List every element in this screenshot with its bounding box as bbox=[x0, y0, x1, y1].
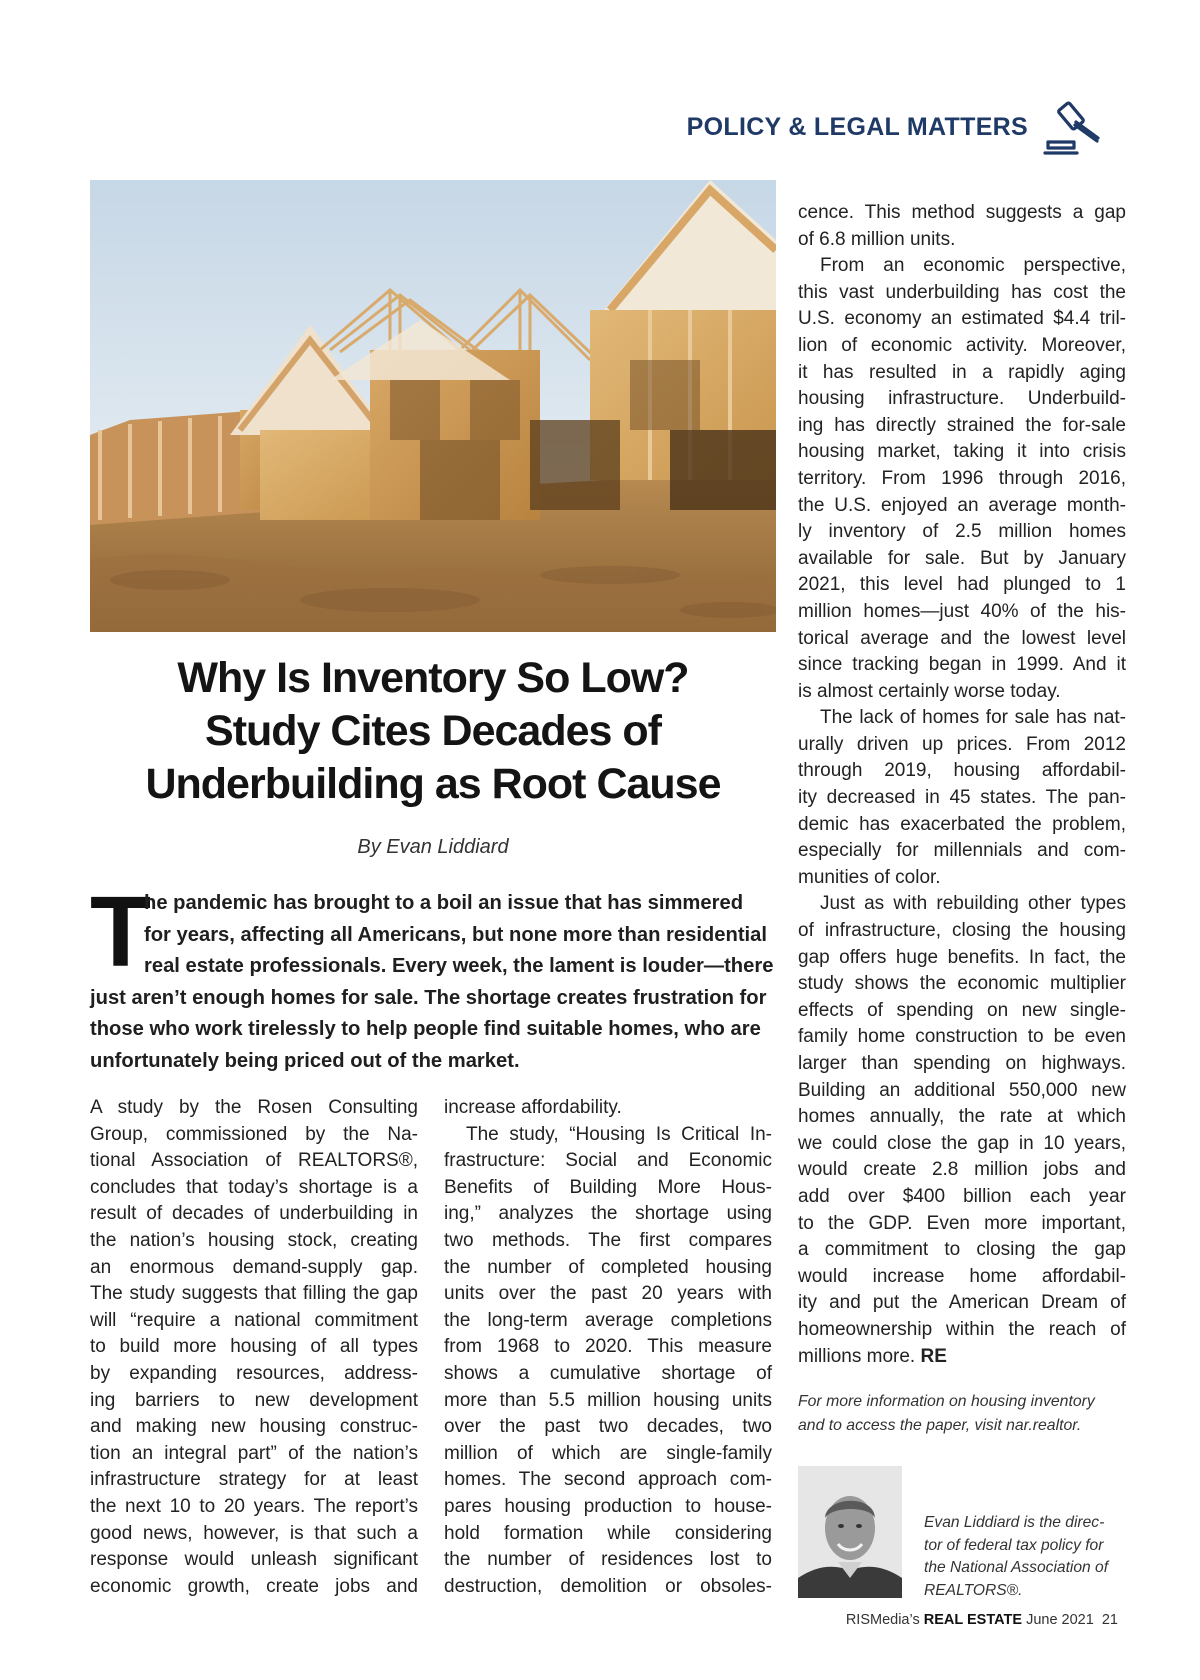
body-line: hold formation while considering bbox=[444, 1522, 772, 1544]
body-line: ing barriers to new development bbox=[90, 1389, 418, 1411]
body-line: response would unleash significant bbox=[90, 1549, 418, 1571]
body-column-1 bbox=[90, 1095, 418, 1600]
headline-line-3: Underbuilding as Root Cause bbox=[145, 760, 721, 808]
body-line: ity and put the American Dream of bbox=[798, 1292, 1126, 1314]
body-line: tional Association of REALTORS®, bbox=[90, 1150, 418, 1172]
body-line: of 6.8 million units. bbox=[798, 228, 956, 250]
body-line: concludes that today’s shortage is a bbox=[90, 1176, 418, 1198]
body-line: the long-term average completions bbox=[444, 1309, 772, 1331]
magazine-name: REAL ESTATE bbox=[923, 1612, 1023, 1628]
body-line: will “require a national commitment bbox=[90, 1309, 418, 1331]
lede-paragraph bbox=[90, 876, 776, 1077]
bio-line: Evan Liddiard is the direc- bbox=[924, 1514, 1105, 1531]
body-line: we could close the gap in 10 years, bbox=[798, 1132, 1126, 1154]
body-line: result of decades of underbuilding in bbox=[90, 1203, 418, 1225]
body-line: available for sale. But by January bbox=[798, 547, 1126, 569]
drop-cap: T bbox=[90, 876, 152, 988]
body-line: the number of completed housing bbox=[444, 1256, 772, 1278]
body-line: homes. The second approach com- bbox=[444, 1469, 772, 1491]
body-line: Benefits of Building More Hous- bbox=[444, 1176, 772, 1198]
body-line: A study by the Rosen Consulting bbox=[90, 1097, 418, 1118]
house-construction-photo bbox=[90, 180, 776, 632]
lede-line: he pandemic has brought to a boil an issue that has simmered bbox=[144, 892, 744, 914]
body-line: housing infrastructure. Underbuild- bbox=[798, 388, 1126, 410]
headline-line-1: Why Is Inventory So Low? bbox=[177, 654, 689, 702]
body-line: destruction, demolition or obsoles- bbox=[444, 1575, 772, 1597]
page-number: 21 bbox=[1101, 1612, 1118, 1628]
author-bio bbox=[924, 1512, 1134, 1602]
body-line: is almost certainly worse today. bbox=[798, 680, 1061, 702]
body-line: shows a cumulative shortage of bbox=[444, 1362, 772, 1384]
page-footer bbox=[846, 1612, 1118, 1628]
body-line: urally driven up prices. From 2012 bbox=[798, 733, 1126, 755]
body-line: frastructure: Social and Economic bbox=[444, 1150, 772, 1172]
end-mark: RE bbox=[920, 1345, 947, 1367]
body-line: cence. This method suggests a gap bbox=[798, 202, 1126, 223]
body-line: millions more. bbox=[798, 1345, 916, 1367]
body-line: ing has directly strained the for-sale bbox=[798, 414, 1126, 436]
body-line: effects of spending on new single- bbox=[798, 999, 1126, 1021]
body-line: study shows the economic multiplier bbox=[798, 973, 1126, 995]
body-line: the U.S. enjoyed an average month- bbox=[798, 494, 1126, 516]
body-line: infrastructure strategy for at least bbox=[90, 1469, 418, 1491]
body-line: especially for millennials and com- bbox=[798, 840, 1126, 862]
article-headline bbox=[90, 652, 776, 811]
body-line: million homes—just 40% of the his- bbox=[798, 600, 1126, 622]
body-line: homes annually, the rate at which bbox=[798, 1106, 1126, 1128]
body-line: would increase home affordabil- bbox=[798, 1265, 1126, 1287]
body-line: From an economic perspective, bbox=[820, 255, 1126, 277]
body-line: million of which are single-family bbox=[444, 1442, 772, 1464]
body-line: the nation’s housing stock, creating bbox=[90, 1229, 418, 1251]
note-line: For more information on housing inventory bbox=[798, 1393, 1095, 1410]
body-column-3 bbox=[798, 200, 1126, 1370]
body-line: demic has exacerbated the problem, bbox=[798, 813, 1126, 835]
body-line: two methods. The first compares bbox=[444, 1229, 772, 1251]
body-line: family home construction to be even bbox=[798, 1026, 1126, 1048]
body-line: would create 2.8 million jobs and bbox=[798, 1159, 1126, 1181]
body-line: U.S. economy an estimated $4.4 tril- bbox=[798, 308, 1126, 330]
body-column-2 bbox=[444, 1095, 772, 1600]
body-line: The lack of homes for sale has nat- bbox=[820, 707, 1126, 729]
body-line: the number of residences lost to bbox=[444, 1549, 772, 1571]
body-line: Just as with rebuilding other types bbox=[820, 893, 1126, 915]
body-line: larger than spending on highways. bbox=[798, 1053, 1126, 1074]
body-line: The study suggests that filling the gap bbox=[90, 1283, 418, 1305]
body-line: good news, however, is that such a bbox=[90, 1522, 418, 1544]
body-line: torical average and the lowest level bbox=[798, 627, 1126, 649]
body-line: pares housing production to house- bbox=[444, 1495, 772, 1517]
body-line: ly inventory of 2.5 million homes bbox=[798, 521, 1126, 543]
body-line: gap offers huge benefits. In fact, the bbox=[798, 946, 1126, 968]
body-line: munities of color. bbox=[798, 866, 941, 888]
bio-line: tor of federal tax policy for bbox=[924, 1536, 1104, 1554]
body-line: to the GDP. Even more important, bbox=[798, 1212, 1126, 1234]
gavel-icon bbox=[1042, 96, 1104, 158]
body-line: an enormous demand-supply gap. bbox=[90, 1256, 418, 1278]
author-photo bbox=[798, 1466, 902, 1598]
bio-line: REALTORS®. bbox=[924, 1581, 1023, 1599]
more-info-note bbox=[798, 1390, 1128, 1438]
byline: By Evan Liddiard bbox=[357, 836, 509, 858]
body-line: increase affordability. bbox=[444, 1097, 622, 1118]
body-line: homeownership within the reach of bbox=[798, 1318, 1126, 1340]
headline-line-2: Study Cites Decades of bbox=[205, 707, 661, 755]
body-line: to build more housing of all types bbox=[90, 1336, 418, 1358]
body-line: Group, commissioned by the Na- bbox=[90, 1123, 418, 1145]
body-line: territory. From 1996 through 2016, bbox=[798, 467, 1126, 489]
body-line: the next 10 to 20 years. The report’s bbox=[90, 1495, 418, 1517]
lede-line: for years, affecting all Americans, but none more than residential bbox=[144, 923, 767, 946]
body-line: add over $400 billion each year bbox=[798, 1185, 1126, 1207]
section-header bbox=[687, 96, 1104, 158]
lede-line: real estate professionals. Every week, the lament is louder—there bbox=[144, 955, 774, 977]
note-line: and to access the paper, visit nar.realtor. bbox=[798, 1417, 1082, 1434]
body-line: this vast underbuilding has cost the bbox=[798, 281, 1126, 303]
body-line: over the past two decades, two bbox=[444, 1416, 772, 1438]
publisher: RISMedia’s bbox=[845, 1612, 920, 1628]
body-line: ing,” analyzes the shortage using bbox=[444, 1203, 772, 1225]
body-line: since tracking began in 1999. And it bbox=[798, 654, 1126, 676]
body-line: housing market, taking it into crisis bbox=[798, 441, 1126, 463]
body-line: by expanding resources, address- bbox=[90, 1362, 418, 1384]
body-line: a commitment to closing the gap bbox=[798, 1239, 1126, 1261]
body-line-last bbox=[798, 1344, 1126, 1371]
body-line: more than 5.5 million housing units bbox=[444, 1389, 772, 1411]
bio-line: the National Association of bbox=[924, 1559, 1109, 1577]
body-line: economic growth, create jobs and bbox=[90, 1575, 418, 1597]
body-line: it has resulted in a rapidly aging bbox=[798, 361, 1126, 383]
body-line: Building an additional 550,000 new bbox=[798, 1079, 1126, 1101]
lede-line: just aren’t enough homes for sale. The shortage creates frustration for bbox=[90, 986, 767, 1009]
section-title: POLICY & LEGAL MATTERS bbox=[686, 112, 1028, 141]
body-line: from 1968 to 2020. This measure bbox=[444, 1336, 772, 1358]
issue-date: June 2021 bbox=[1026, 1612, 1094, 1628]
body-line: 2021, this level had plunged to 1 bbox=[798, 574, 1126, 596]
body-line: of infrastructure, closing the housing bbox=[798, 920, 1126, 942]
body-line: ity decreased in 45 states. The pan- bbox=[798, 787, 1126, 809]
body-line: through 2019, housing affordabil- bbox=[798, 760, 1126, 782]
lede-line: those who work tirelessly to help people find suitable homes, who are bbox=[90, 1018, 761, 1040]
lede-line: unfortunately being priced out of the market. bbox=[90, 1049, 520, 1072]
body-line: units over the past 20 years with bbox=[444, 1283, 772, 1305]
body-line: and making new housing construc- bbox=[90, 1416, 418, 1438]
body-line: tion an integral part” of the nation’s bbox=[90, 1442, 418, 1464]
body-line: The study, “Housing Is Critical In- bbox=[466, 1123, 772, 1145]
body-line: lion of economic activity. Moreover, bbox=[798, 334, 1126, 356]
